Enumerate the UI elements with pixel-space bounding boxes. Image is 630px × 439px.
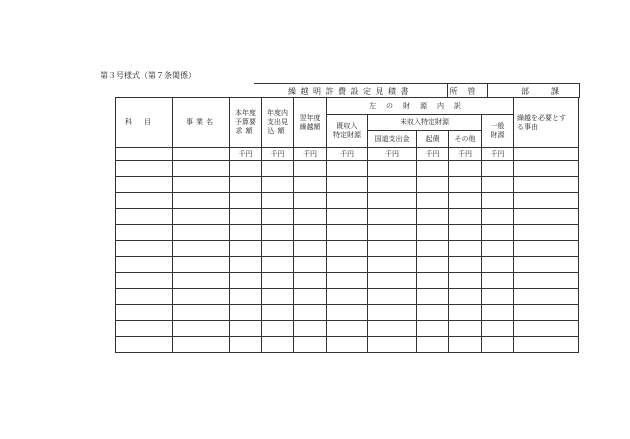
- header-kishunyu: 既収入 特定財源: [327, 115, 368, 148]
- entry-cell[interactable]: [449, 305, 482, 321]
- entry-cell[interactable]: [514, 321, 579, 337]
- entry-cell[interactable]: [327, 225, 368, 241]
- entry-cell[interactable]: [417, 193, 449, 209]
- entry-cell[interactable]: [368, 289, 417, 305]
- entry-cell[interactable]: [327, 273, 368, 289]
- entry-cell[interactable]: [230, 225, 262, 241]
- entry-cell[interactable]: [327, 193, 368, 209]
- entry-cell[interactable]: [173, 225, 230, 241]
- bu-ka-field[interactable]: [499, 84, 579, 98]
- entry-cell[interactable]: [116, 209, 173, 225]
- entry-cell[interactable]: [173, 321, 230, 337]
- entry-cell[interactable]: [482, 337, 514, 353]
- entry-cell[interactable]: [327, 209, 368, 225]
- entry-cell[interactable]: [482, 177, 514, 193]
- entry-cell[interactable]: [262, 257, 294, 273]
- entry-cell[interactable]: [173, 209, 230, 225]
- entry-cell[interactable]: [116, 225, 173, 241]
- entry-cell[interactable]: [116, 241, 173, 257]
- entry-cell[interactable]: [294, 225, 327, 241]
- entry-cell[interactable]: [294, 337, 327, 353]
- entry-cell[interactable]: [116, 177, 173, 193]
- table-row: [116, 209, 579, 225]
- entry-cell[interactable]: [449, 161, 482, 177]
- entry-cell[interactable]: [116, 193, 173, 209]
- entry-cell[interactable]: [116, 257, 173, 273]
- entry-cell[interactable]: [230, 161, 262, 177]
- shokan-label: 所管: [447, 84, 487, 98]
- table-row: [116, 273, 579, 289]
- unit-row: [116, 148, 579, 161]
- unit-ippan: 千円: [482, 148, 514, 161]
- header-ippan: 一般 財源: [482, 115, 514, 148]
- header-honnendo: 本年度 予算要 求額: [230, 98, 262, 148]
- entry-cell[interactable]: [482, 257, 514, 273]
- entry-cell[interactable]: [514, 257, 579, 273]
- entry-cell[interactable]: [262, 321, 294, 337]
- entry-cell[interactable]: [173, 257, 230, 273]
- entry-cell[interactable]: [116, 289, 173, 305]
- entry-cell[interactable]: [417, 177, 449, 193]
- entry-cell[interactable]: [449, 193, 482, 209]
- entry-cell[interactable]: [417, 241, 449, 257]
- entry-cell[interactable]: [368, 225, 417, 241]
- unit-kisai: 千円: [417, 148, 449, 161]
- unit-kishunyu: 千円: [327, 148, 368, 161]
- entry-cell[interactable]: [230, 209, 262, 225]
- entry-cell[interactable]: [368, 273, 417, 289]
- entry-cell[interactable]: [327, 337, 368, 353]
- table-row: [116, 289, 579, 305]
- header-yokunendo: 翌年度 繰越額: [294, 98, 327, 148]
- entry-cell[interactable]: [230, 321, 262, 337]
- table-row: [116, 337, 579, 353]
- header-jigyomei: 事業名: [173, 98, 230, 148]
- entry-cell[interactable]: [327, 305, 368, 321]
- entry-cell[interactable]: [368, 337, 417, 353]
- entry-cell[interactable]: [449, 289, 482, 305]
- entry-cell[interactable]: [482, 241, 514, 257]
- entry-cell[interactable]: [116, 305, 173, 321]
- entry-cell[interactable]: [262, 273, 294, 289]
- entry-cell[interactable]: [368, 241, 417, 257]
- entry-cell[interactable]: [482, 209, 514, 225]
- unit-nendonai: 千円: [262, 148, 294, 161]
- entry-cell[interactable]: [514, 225, 579, 241]
- entry-cell[interactable]: [327, 289, 368, 305]
- entry-cell[interactable]: [368, 257, 417, 273]
- header-reason: 繰越を必要とす る事由: [514, 98, 579, 148]
- entry-cell[interactable]: [262, 289, 294, 305]
- header-kokudo: 国道支出金: [368, 131, 417, 148]
- entry-cell[interactable]: [230, 257, 262, 273]
- header-kisai: 起債: [417, 131, 449, 148]
- entry-cell[interactable]: [514, 273, 579, 289]
- entry-cell[interactable]: [173, 177, 230, 193]
- entry-cell[interactable]: [514, 241, 579, 257]
- entry-cell[interactable]: [294, 305, 327, 321]
- entry-cell[interactable]: [116, 161, 173, 177]
- entry-cell[interactable]: [294, 241, 327, 257]
- entry-cell[interactable]: [230, 273, 262, 289]
- table-row: [116, 241, 579, 257]
- entry-cell[interactable]: [294, 177, 327, 193]
- entry-cell[interactable]: [230, 241, 262, 257]
- entry-cell[interactable]: [449, 321, 482, 337]
- shokan-value-field[interactable]: [487, 84, 499, 98]
- entry-cell[interactable]: [327, 161, 368, 177]
- entry-cell[interactable]: [368, 305, 417, 321]
- unit-yokunendo: 千円: [294, 148, 327, 161]
- table-row: [116, 305, 579, 321]
- entry-cell[interactable]: [230, 289, 262, 305]
- entry-cell[interactable]: [262, 305, 294, 321]
- entry-cell[interactable]: [368, 193, 417, 209]
- unit-honnendo: 千円: [230, 148, 262, 161]
- table-row: [116, 225, 579, 241]
- entry-cell[interactable]: [482, 225, 514, 241]
- entry-cell[interactable]: [368, 161, 417, 177]
- entry-cell[interactable]: [173, 193, 230, 209]
- entry-cell[interactable]: [262, 193, 294, 209]
- entry-cell[interactable]: [482, 161, 514, 177]
- header-nendonai: 年度内 支出見 込額: [262, 98, 294, 148]
- entry-cell[interactable]: [262, 209, 294, 225]
- entry-cell[interactable]: [173, 241, 230, 257]
- entry-cell[interactable]: [417, 273, 449, 289]
- entry-cell[interactable]: [417, 337, 449, 353]
- entry-cell[interactable]: [417, 321, 449, 337]
- entry-cell[interactable]: [449, 225, 482, 241]
- entry-cell[interactable]: [294, 209, 327, 225]
- entry-cell[interactable]: [514, 305, 579, 321]
- entry-cell[interactable]: [173, 305, 230, 321]
- entry-cell[interactable]: [116, 273, 173, 289]
- entry-cell[interactable]: [173, 337, 230, 353]
- entry-cell[interactable]: [449, 257, 482, 273]
- entry-cell[interactable]: [368, 177, 417, 193]
- entry-cell[interactable]: [514, 209, 579, 225]
- entry-cell[interactable]: [514, 289, 579, 305]
- entry-cell[interactable]: [417, 305, 449, 321]
- entry-cell[interactable]: [262, 177, 294, 193]
- entry-cell[interactable]: [230, 193, 262, 209]
- entry-cell[interactable]: [327, 241, 368, 257]
- form-title: 繰越明許費設定見積書: [288, 86, 413, 96]
- entry-cell[interactable]: [327, 257, 368, 273]
- entry-cell[interactable]: [173, 273, 230, 289]
- entry-cell[interactable]: [514, 161, 579, 177]
- header-mishunyu: 未収入特定財源: [368, 115, 482, 131]
- entry-cell[interactable]: [417, 225, 449, 241]
- entry-cell[interactable]: [482, 193, 514, 209]
- table-row: [116, 321, 579, 337]
- entry-cell[interactable]: [294, 289, 327, 305]
- entry-cell[interactable]: [417, 257, 449, 273]
- entry-cell[interactable]: [262, 241, 294, 257]
- entry-cell[interactable]: [417, 161, 449, 177]
- entry-cell[interactable]: [294, 321, 327, 337]
- entry-cell[interactable]: [294, 161, 327, 177]
- entry-cell[interactable]: [514, 193, 579, 209]
- unit-cell-jigyomei[interactable]: [173, 148, 230, 161]
- entry-cell[interactable]: [449, 241, 482, 257]
- entry-cell[interactable]: [230, 305, 262, 321]
- entry-cell[interactable]: [262, 161, 294, 177]
- entry-cell[interactable]: [482, 289, 514, 305]
- entry-cell[interactable]: [294, 193, 327, 209]
- unit-cell-reason[interactable]: [514, 148, 579, 161]
- entry-cell[interactable]: [449, 337, 482, 353]
- entry-cell[interactable]: [173, 161, 230, 177]
- bu-label: 部: [521, 86, 551, 96]
- entry-cell[interactable]: [116, 337, 173, 353]
- entry-cell[interactable]: [449, 177, 482, 193]
- table-row: [116, 161, 579, 177]
- estimate-table: [115, 97, 579, 353]
- header-kamoku: 科目: [116, 98, 173, 148]
- unit-sonota: 千円: [449, 148, 482, 161]
- entry-cell[interactable]: [294, 273, 327, 289]
- entry-cell[interactable]: [173, 289, 230, 305]
- entry-cell[interactable]: [327, 321, 368, 337]
- entry-cell[interactable]: [417, 209, 449, 225]
- table-row: [116, 177, 579, 193]
- entry-cell[interactable]: [482, 305, 514, 321]
- table-row: [116, 257, 579, 273]
- header-sonota: その他: [449, 131, 482, 148]
- header-breakdown: 左の財源内訳: [327, 98, 514, 115]
- entry-cell[interactable]: [482, 321, 514, 337]
- ka-label: 課: [551, 86, 581, 96]
- entry-cell[interactable]: [368, 209, 417, 225]
- entry-cell[interactable]: [230, 337, 262, 353]
- form-number-label: 第３号様式（第７条関係）: [100, 71, 196, 80]
- table-row: [116, 193, 579, 209]
- entry-cell[interactable]: [368, 321, 417, 337]
- unit-kokudo: 千円: [368, 148, 417, 161]
- entry-cell[interactable]: [262, 337, 294, 353]
- entry-cell[interactable]: [417, 289, 449, 305]
- entry-cell[interactable]: [262, 225, 294, 241]
- entry-cell[interactable]: [449, 273, 482, 289]
- entry-cell[interactable]: [514, 177, 579, 193]
- entry-cell[interactable]: [482, 273, 514, 289]
- entry-cell[interactable]: [294, 257, 327, 273]
- unit-cell-kamoku[interactable]: [116, 148, 173, 161]
- title-strip: [254, 83, 580, 98]
- entry-cell[interactable]: [230, 177, 262, 193]
- entry-cell[interactable]: [514, 337, 579, 353]
- entry-cell[interactable]: [327, 177, 368, 193]
- entry-cell[interactable]: [116, 321, 173, 337]
- entry-cell[interactable]: [449, 209, 482, 225]
